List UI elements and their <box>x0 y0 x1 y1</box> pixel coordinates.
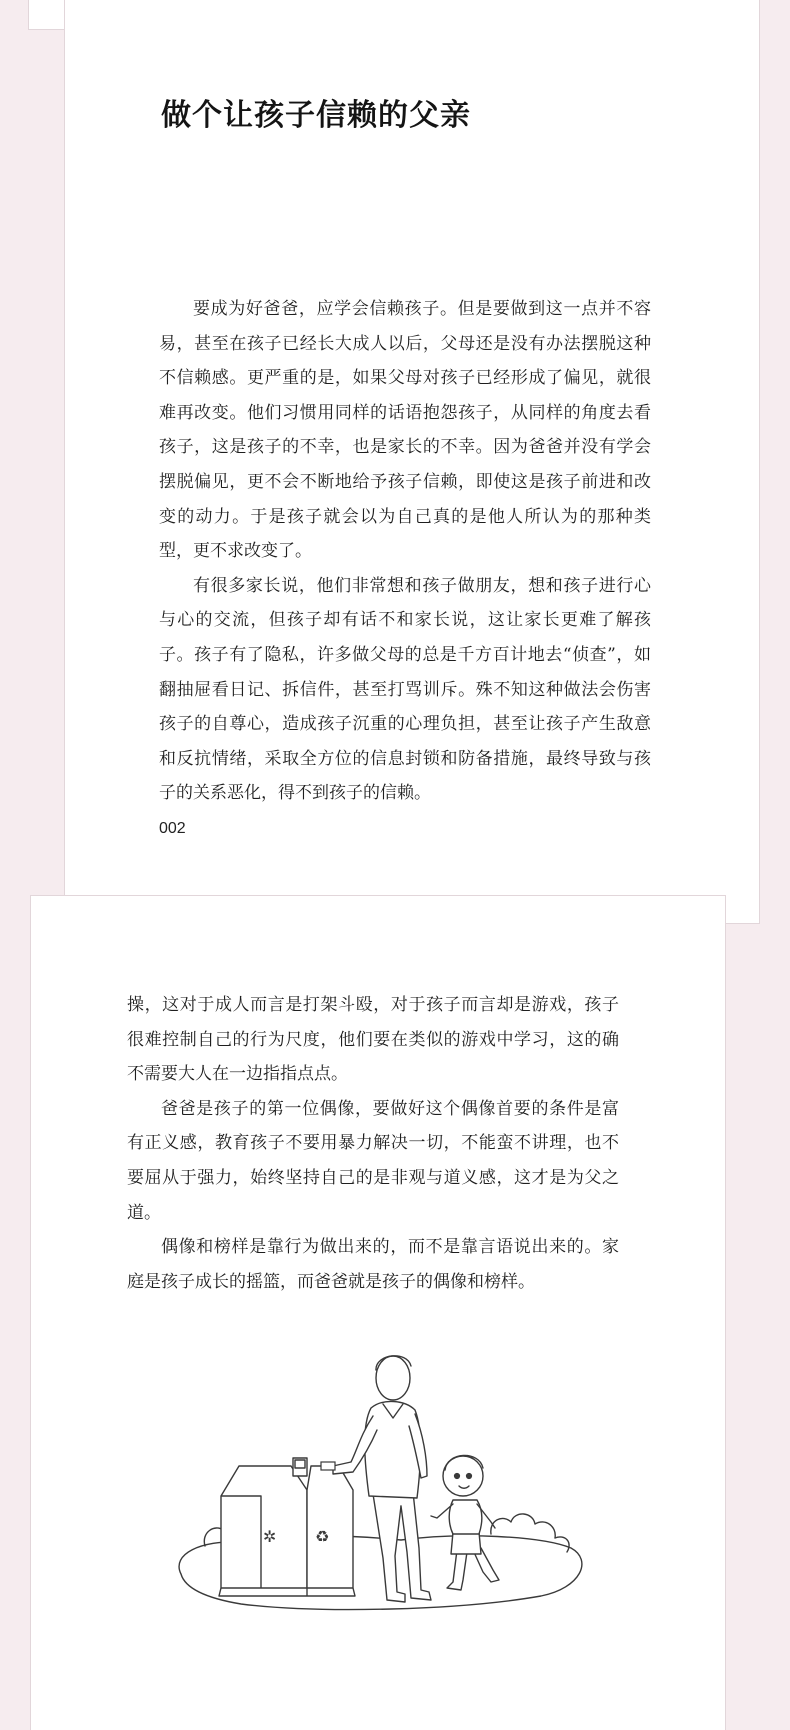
page-2-body <box>127 988 619 1299</box>
paragraph: 要成为好爸爸，应学会信赖孩子。但是要做到这一点并不容易，甚至在孩子已经长大成人以后，父母还是没有办法摆脱这种不信赖感。更严重的是，如果父母对孩子已经形成了偏见，就很难再改变。他们习惯用同样的话语抱怨孩子，从同样的角度去看孩子，这是孩子的不幸，也是家长的不幸。因为爸爸并没有学会摆脱偏见，更不会不断地给予孩子信赖，即使这是孩子前进和改变的动力。于是孩子就会以为自己真的是他人所认为的那种类型，更不求改变了。 <box>159 299 651 562</box>
paragraph: 有很多家长说，他们非常想和孩子做朋友，想和孩子进行心与心的交流，但孩子却有话不和家长说，这让家长更难了解孩子。孩子有了隐私，许多做父母的总是千方百计地去“侦查”，如翻抽屉看日记、拆信件，甚至打骂训斥。殊不知这种做法会伤害孩子的自尊心，造成孩子沉重的心理负担，甚至让孩子产生敌意和反抗情绪，采取全方位的信息封锁和防备措施，最终导致与孩子的关系恶化，得不到孩子的信赖。 <box>159 575 651 804</box>
recycle-icon: ♻ <box>315 1527 330 1546</box>
page-number: 002 <box>159 820 186 837</box>
trash-item <box>321 1462 335 1470</box>
book-page-right <box>30 895 726 1730</box>
page-title: 做个让孩子信赖的父亲 <box>161 98 471 133</box>
son-figure <box>431 1455 499 1590</box>
book-page-left <box>64 0 760 924</box>
father-son-trash-bin-illustration <box>161 1326 601 1636</box>
waste-icon: ✲ <box>263 1527 277 1546</box>
paragraph: 操，这对于成人而言是打架斗殴，对于孩子而言却是游戏，孩子很难控制自己的行为尺度，他们要在类似的游戏中学习，这的确不需要大人在一边指指点点。 <box>127 995 619 1085</box>
paragraph: 偶像和榜样是靠行为做出来的，而不是靠言语说出来的。家庭是孩子成长的摇篮，而爸爸就是孩子的偶像和榜样。 <box>127 1237 619 1292</box>
trash-bin <box>219 1458 355 1596</box>
page-1-body <box>159 292 651 811</box>
paragraph: 爸爸是孩子的第一位偶像，要做好这个偶像首要的条件是富有正义感，教育孩子不要用暴力解决一切，不能蛮不讲理，也不要屈从于强力，始终坚持自己的是非观与道义感，这才是为父之道。 <box>127 1098 619 1223</box>
previous-page-edge <box>28 0 68 30</box>
